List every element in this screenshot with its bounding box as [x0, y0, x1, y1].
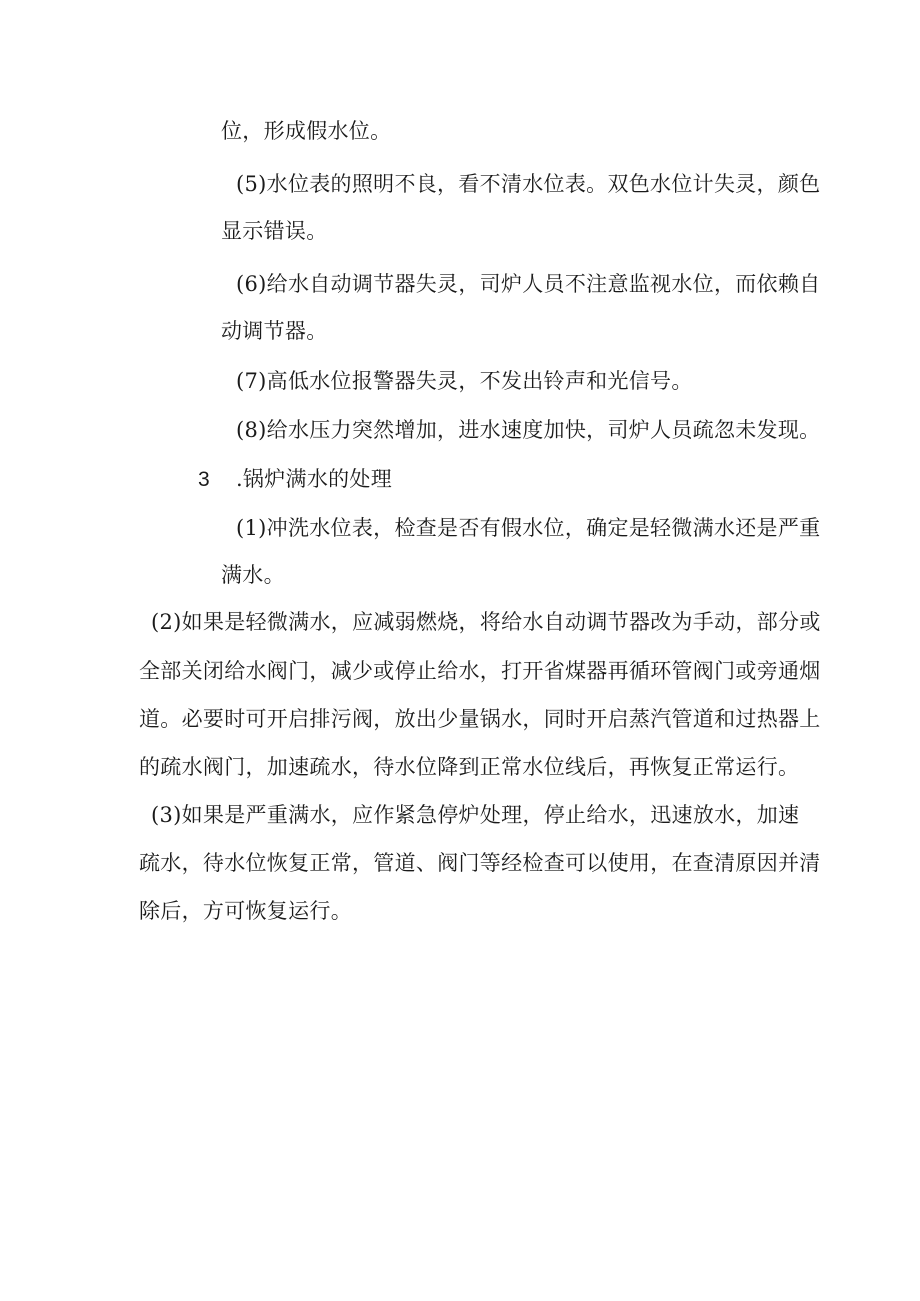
- paragraph-line: (7)高低水位报警器失灵，不发出铃声和光信号。: [236, 369, 693, 393]
- paragraph-line: (1)冲洗水位表，检查是否有假水位，确定是轻微满水还是严重: [236, 516, 821, 540]
- paragraph-line: 满水。: [221, 563, 285, 587]
- section-number: 3: [198, 468, 210, 491]
- paragraph-line: (5)水位表的照明不良，看不清水位表。双色水位计失灵，颜色: [236, 172, 821, 196]
- paragraph-line: 疏水，待水位恢复正常，管道、阀门等经检查可以使用，在查清原因并清: [139, 851, 821, 875]
- paragraph-line: 道。必要时可开启排污阀，放出少量锅水，同时开启蒸汽管道和过热器上: [139, 707, 821, 731]
- paragraph-line: (2)如果是轻微满水，应减弱燃烧，将给水自动调节器改为手动，部分或: [151, 610, 821, 634]
- paragraph-line: (6)给水自动调节器失灵，司炉人员不注意监视水位，而依赖自: [236, 272, 821, 296]
- section-heading: [198, 465, 392, 494]
- paragraph-line: 的疏水阀门，加速疏水，待水位降到正常水位线后，再恢复正常运行。: [139, 755, 800, 779]
- paragraph-line: 除后，方可恢复运行。: [139, 899, 352, 923]
- paragraph-line: (8)给水压力突然增加，进水速度加快，司炉人员疏忽未发现。: [236, 418, 821, 442]
- paragraph-line: 全部关闭给水阀门，减少或停止给水，打开省煤器再循环管阀门或旁通烟: [139, 659, 821, 683]
- paragraph-line: 位，形成假水位。: [221, 119, 392, 143]
- paragraph-line: (3)如果是严重满水，应作紧急停炉处理，停止给水，迅速放水，加速: [151, 803, 800, 827]
- section-title: .锅炉满水的处理: [235, 467, 393, 491]
- paragraph-line: 动调节器。: [221, 319, 328, 343]
- paragraph-line: 显示错误。: [221, 219, 328, 243]
